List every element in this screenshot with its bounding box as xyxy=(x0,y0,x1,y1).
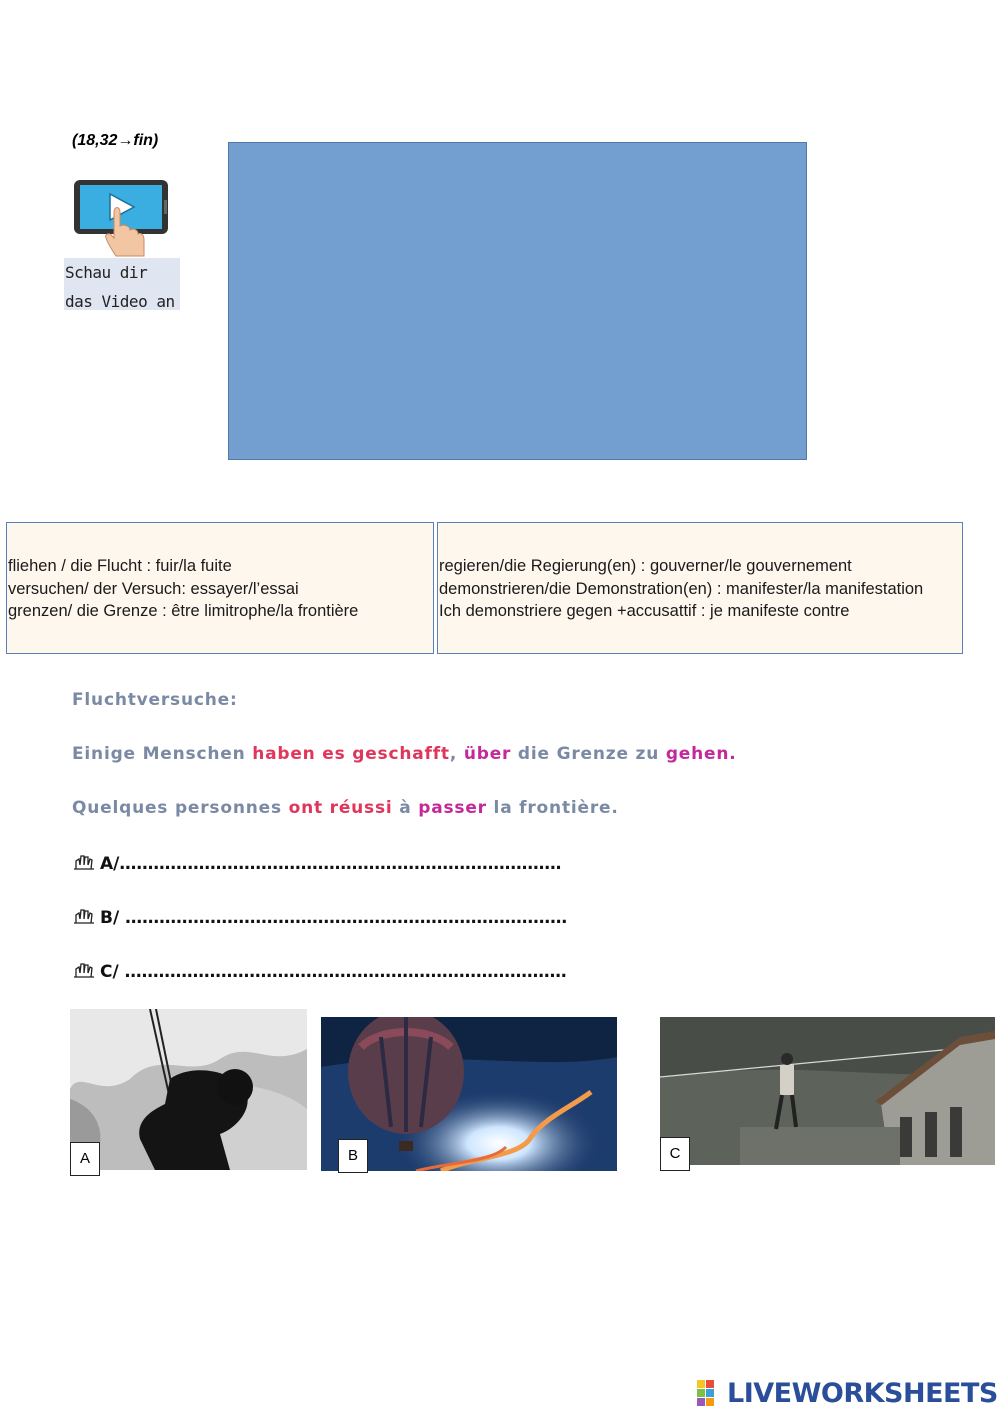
video-instruction-line2: das Video an xyxy=(65,292,175,311)
video-player[interactable] xyxy=(228,142,807,460)
vocabulary-box-left xyxy=(6,522,434,654)
tightrope-walker-photo xyxy=(660,1017,995,1165)
section-heading: Fluchtversuche: xyxy=(72,690,238,710)
sentence-part: , xyxy=(449,744,464,764)
answer-line-c[interactable] xyxy=(72,961,567,982)
sentence-part: die Grenze zu xyxy=(511,744,666,764)
vocab-line: regieren/die Regierung(en) : gouverner/le gouvernement xyxy=(439,557,852,575)
sentence-part: Quelques personnes xyxy=(72,798,289,818)
sentence-part: Einige Menschen xyxy=(72,744,253,764)
vocabulary-box-right xyxy=(437,522,963,654)
video-timestamp: (18,32→fin) xyxy=(72,132,159,149)
video-instruction-caption xyxy=(64,258,180,310)
tablet-play-icon xyxy=(64,176,178,258)
sentence-part: à xyxy=(392,798,419,818)
liveworksheets-logo[interactable] xyxy=(697,1376,998,1410)
liveworksheets-logo-icon xyxy=(697,1380,723,1406)
vocab-line: versuchen/ der Versuch: essayer/l’essai xyxy=(8,579,299,598)
highlight-phrase: gehen. xyxy=(665,744,737,764)
photo-label-c: C xyxy=(660,1137,690,1171)
brand-text: LIVEWORKSHEETS xyxy=(727,1377,998,1409)
writing-hand-icon xyxy=(72,907,96,925)
german-sentence xyxy=(72,744,737,764)
vocab-line: Ich demonstriere gegen +accusattif : je manifeste contre xyxy=(439,602,850,620)
answer-blank[interactable]: …………………………………………………………………… xyxy=(125,908,568,928)
writing-hand-icon xyxy=(72,961,96,979)
photo-label-a: A xyxy=(70,1142,100,1176)
answer-blank[interactable]: …………………………………………………………………… xyxy=(119,854,562,874)
answer-blank[interactable]: …………………………………………………………………… xyxy=(124,962,567,982)
answer-label: A/ xyxy=(100,854,120,874)
video-instruction-line1: Schau dir xyxy=(65,263,148,282)
writing-hand-icon xyxy=(72,853,96,871)
vocab-line: fliehen / die Flucht : fuir/la fuite xyxy=(8,557,232,575)
answer-line-a[interactable] xyxy=(72,853,561,874)
highlight-phrase: über xyxy=(463,744,512,764)
highlight-phrase: haben es geschafft xyxy=(252,744,450,764)
highlight-phrase: ont réussi xyxy=(288,798,393,818)
answer-label: C/ xyxy=(100,962,125,982)
vocab-line: demonstrieren/die Demonstration(en) : manifester/la manifestation xyxy=(439,579,924,598)
vocab-line: grenzen/ die Grenze : être limitrophe/la frontière xyxy=(8,602,359,620)
sentence-part: la frontière. xyxy=(486,798,619,818)
photo-label-b: B xyxy=(338,1139,368,1173)
french-sentence xyxy=(72,798,619,818)
answer-line-b[interactable] xyxy=(72,907,567,928)
climbing-rope-photo xyxy=(70,1009,307,1170)
highlight-phrase: passer xyxy=(418,798,487,818)
answer-label: B/ xyxy=(100,908,126,928)
